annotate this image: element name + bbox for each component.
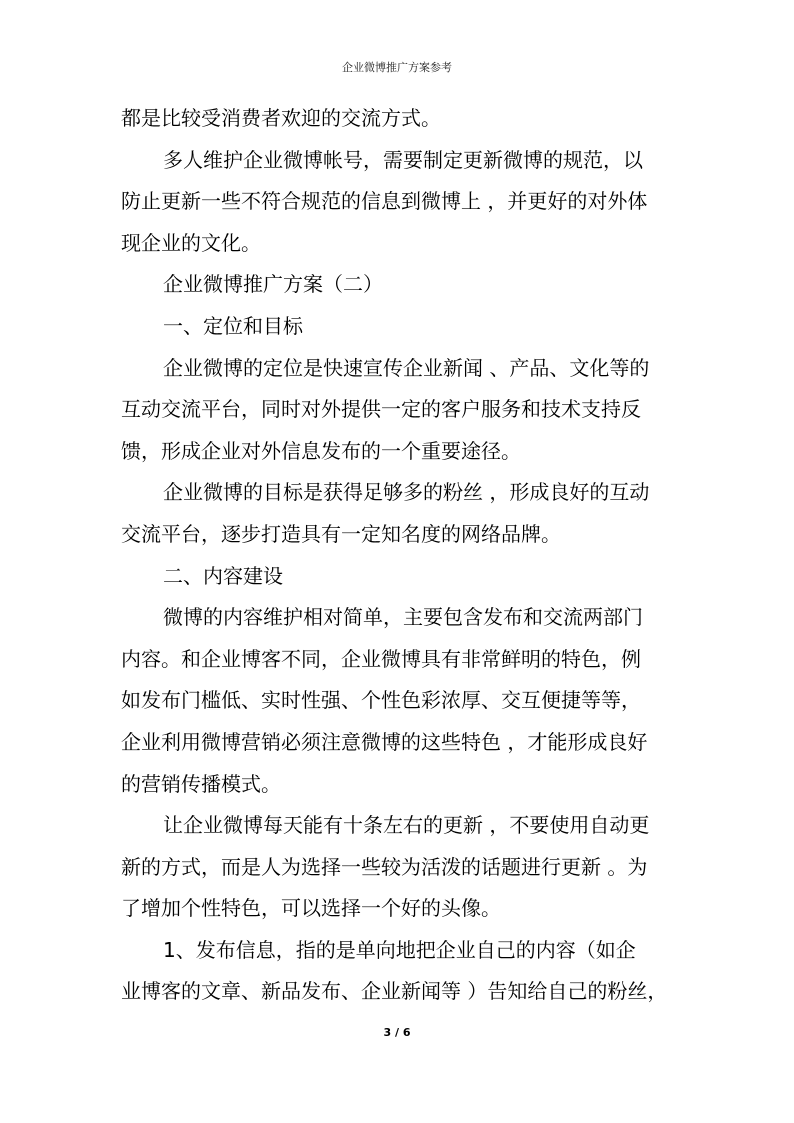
text-line: 企业利用微博营销必须注意微博的这些特色 ，才能形成良好: [121, 729, 648, 754]
page-number: 3 / 6: [383, 1026, 411, 1039]
text-line: 如发布门槛低、实时性强、个性色彩浓厚、交互便捷等等，: [121, 688, 641, 713]
text-line: 内容。和企业博客不同，企业微博具有非常鲜明的特色，例: [121, 646, 641, 671]
text-line: 互动交流平台，同时对外提供一定的客户服务和技术支持反: [121, 397, 641, 422]
text-line: 新的方式，而是人为选择一些较为活泼的话题进行更新 。为: [121, 854, 648, 879]
paragraph-start: 多人维护企业微博帐号，需要制定更新微博的规范，以: [163, 147, 643, 172]
section-heading: 一、定位和目标: [163, 313, 303, 338]
text-line: 馈，形成企业对外信息发布的一个重要途径。: [121, 438, 521, 463]
text-line: 了增加个性特色，可以选择一个好的头像。: [121, 896, 501, 921]
page-header: 企业微博推广方案参考: [342, 61, 452, 74]
section-title: 企业微博推广方案（二）: [163, 272, 383, 297]
paragraph-start: 企业微博的定位是快速宣传企业新闻 、产品、文化等的: [163, 355, 650, 380]
text-line: 现企业的文化。: [121, 230, 261, 255]
paragraph-start: 1、发布信息，指的是单向地把企业自己的内容（如企: [163, 937, 636, 962]
document-body: [121, 98, 689, 1013]
text-line: 防止更新一些不符合规范的信息到微博上 ，并更好的对外体: [121, 189, 648, 214]
text-line: 都是比较受消费者欢迎的交流方式。: [121, 106, 441, 130]
paragraph-start: 微博的内容维护相对简单，主要包含发布和交流两部门: [163, 605, 643, 630]
paragraph-start: 让企业微博每天能有十条左右的更新 ，不要使用自动更: [163, 813, 650, 838]
text-line: 交流平台，逐步打造具有一定知名度的网络品牌。: [121, 521, 561, 546]
text-line: 的营销传播模式。: [121, 771, 281, 796]
text-line: 业博客的文章、新品发布、企业新闻等 ）告知给自己的粉丝，: [121, 979, 668, 1004]
paragraph-start: 企业微博的目标是获得足够多的粉丝 ，形成良好的互动: [163, 480, 650, 505]
section-heading: 二、内容建设: [163, 563, 283, 588]
